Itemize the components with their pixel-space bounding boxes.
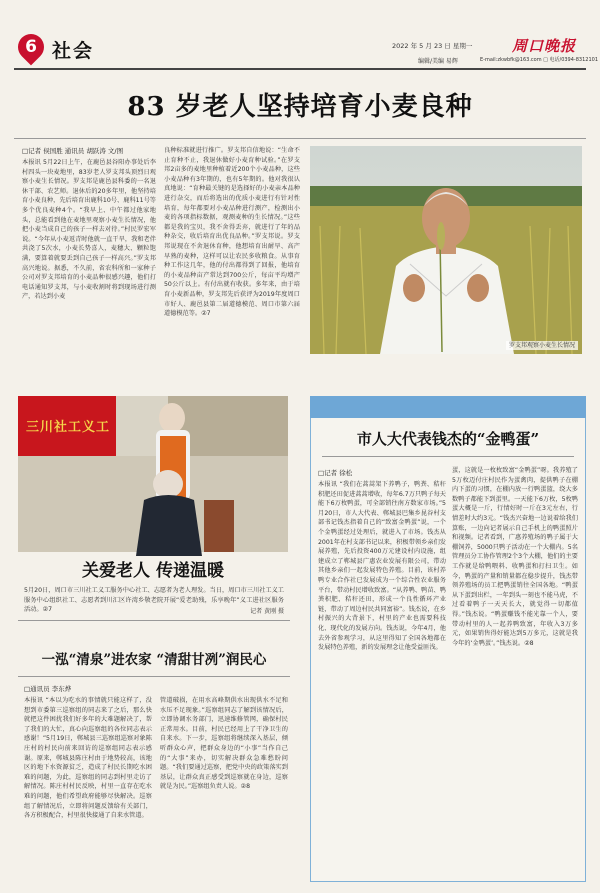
story1-byline: □记者 侯国胜 通讯员 胡跃涛 文/图	[22, 147, 124, 155]
page-number: 6	[25, 37, 37, 57]
story1-headline: 83 岁老人坚持培育小麦良种	[127, 92, 473, 122]
story4-column-2: 管道破损，在用水高峰期供水出现供水不足和水压不足现象。”巡察组同志了解到该情况后，立即协调水务部门，迅速维修管网，确保村民正常用水。目前，村民已经用上了干净卫生的自来水。下一步，巡察组将继续深入基层，倾听群众心声，把群众身边的“小事”当作自己的“大事”来办，切实解决群众急难愁盼问题。“我们要通过巡察，把党中央的政策落实到基层，让群众真正感受到巡察就在身边，巡察就是为民。”巡察组负责人说。②8	[160, 697, 288, 791]
farmer-in-wheat-illustration	[310, 146, 582, 354]
editor-line: 编辑/美编 易辉	[418, 58, 458, 65]
story3-box-top-band	[310, 396, 586, 418]
story1-column-2: 良种标准就进行推广。罗支邦自信地说：“生命不止育种不止，我退休做好小麦育种试验。”在罗支邦2亩多的麦地里种植着近200个小麦品种，这些小麦品种有3年期的，也有5年期的。他对我很认真地说：“育种最关键的是选择好的小麦亲本品种进行杂交，而后将选出的优质小麦进行有针对性培育，每年都要对小麦品种进行测产，检测出小麦的各项指标数据，观测麦种的生长情况。”这些都是我的宝贝，我不舍得丢弃，就进行了年的品种杂交，收后培育出优良品种。”罗支邦说。罗支邦说现在不舍退休育种，他想培育出耐旱、高产早熟的麦种，这样可以让农民多收粮食。从事育种工作这几年，他的付出都得到了回报，他培育的小麦品种亩产常达到700公斤，每亩平均增产50公斤以上。有付出就有收获。多年来，由于培育小麦新品种，罗支邦先后获评为2019年度周口市好人、鹿邑县第二届道德模范、周口市第六届道德模范等。②7	[164, 147, 300, 318]
wheat-photo-caption: 罗支邦观察小麦生长情况	[506, 341, 578, 350]
haircut-photo	[18, 396, 288, 552]
story3-headline-rule	[322, 456, 574, 457]
section-title: 社会	[52, 40, 95, 62]
story3-column-1: 本报讯 “我们在蒿蒿架下养鸭子，鸭粪、秸秆积肥还田促进蒿蒿增收，每年6.7万只鸭子每天能下6万枚鸭蛋，可全部销往南方数家市场。”5月20日，市人大代表、郸城县巴集乡昆谷村支部书记钱杰指着自己的“致富金鸭蛋”说，一个个金鸭蛋经过处理后，就进入了市场。钱杰从2001年在村支部书记以来，积极带领乡亲们发展养殖，先后投资400万元建设村内设施，组建成立了郸城县广惠农业发展有限公司，带动其他乡亲们一起发展特色养殖。目前，该村养鸭专业合作社已发展成为一个综合性农业服务平台，带动村民增收致富。“从养鸭、鸭苗、鸭粪积肥、秸秆还田，形成一个良性循环产业链，带动了周边村民共同富裕”。钱杰说，在乡村振兴的大背景下，村里的产业也需要科技化、现代化的发展方向。钱杰说，今年4月，他去外省参观学习，从这里得知了全国各地都在发展特色养殖，新的发展理念让他受益匪浅。	[318, 481, 446, 652]
banner-text: 三川社工义工	[25, 420, 110, 435]
wheat-field-photo	[310, 146, 582, 354]
story1-headline-rule	[14, 138, 586, 139]
story4-headline: 一泓“清泉”进农家 “清甜甘冽”润民心	[41, 652, 267, 668]
story2-photo-credit: 记者 黄刚 摄	[250, 608, 284, 615]
story2-bottom-rule	[18, 620, 290, 621]
contact-line: E-mail:zkwbfk@163.com □ 电话/0394-8312101	[480, 57, 598, 63]
story2-caption: 5月20日，周口市三川社工义工服务中心社工、志愿者为老人理发。当日，周口市三川社工义工服务中心组织社工、志愿者到川汇区许湾乡敬老院开展“爱老助残，乐享晚年”义工进社区服务活动。②7	[24, 587, 284, 614]
story4-column-1: 本报讯 “本以为吃水的事情就只能这样了，没想到市委第三巡察组的同志来了之后，那么快就把这件困扰我们好多年的大难题解决了，帮了我们的大忙，真心向巡察组的各位同志表示感谢！”5月19日，郸城县三巡察组巡察对象陈庄村的村民向前来回访的巡察组同志表示感谢。原来，郸城县陈庄村由于地势较高，该地区的地下水资源贫乏，造成了村民长期吃水困难的问题，为此，巡察组的同志到村里走访了解情况。陈庄村村民反映，村里一直存在吃水难的问题，他们希望政府能够尽快解决。巡察组了解情况后，立即将问题反馈给有关部门，各方积极配合，村里很快接通了自来水管道。	[24, 697, 152, 820]
story1-column-1: 本报讯 5月22日上午，在鹿邑县谷阳办事处后李村四头一块麦地里，83岁老人罗支邦头顶烈日观察小麦生长情况。罗支邦是鹿邑县科委的一名退休干部、农艺师。退休后的20多年里，他坚持培育小麦良种，先后培育出鹿科10号、鹿科11号等多个优良麦种4个。“我早上、中午都过他家地头，总能看到他在麦地里观察小麦生长情况，他把小麦当成自己的孩子一样去对待。”村民罗宏军说。“今年从小麦返青时他就一直干旱，我和老伴共浇了5次水，小麦长势喜人，麦穗大、颗粒饱满，要算着就要丢到自己孩子一样高兴。”罗支邦高兴地说。据悉，不久前，省农科所和一家种子公司对罗支邦培育的小麦品种很感兴趣，他们打电话通知罗支邦，与小麦收割时将到现场进行测产，若达到小麦	[22, 159, 156, 301]
story2-headline: 关爱老人 传递温暖	[82, 561, 224, 581]
story3-headline: 市人大代表钱杰的“金鸭蛋”	[356, 430, 540, 448]
date-line: 2022 年 5 月 23 日 星期一	[392, 42, 473, 50]
story3-column-2: 蛋，这就是一枚枚致富“金鸭蛋”呀。我养殖了5万枚迈付庄村民作为蛋禽肉，提供鸭子在棚内下蛋的习惯，在棚内放一行鸭蛋篮，绕大多数鸭子都能下到蛋里。一天能下6万枚，5枚鸭蛋大概是一斤，行情好时一斤在3元左右，行情差时大约3元。“钱杰兴奋地一边说着给我们算账，一边向记者展示自己手机上的鸭蛋照片和视频。记者看到，广惠养殖场的鸭子属于大棚饲养，5000只鸭子活动在一个大棚内。5名管理员分工协作管理2个3个大棚，他们的主要工作就是给鸭喂料、收鸭蛋和打扫卫生。如今，鸭蛋的产量和销量都在稳步提升，钱杰带领养殖场的员工把鸭蛋销往全国各地。“鸭蛋从下蛋到出栏，一年到头一刻也不能马虎，不过看着鸭子一天天长大，就觉得一切都值得。”钱杰说。“鸭蛋赚钱不能光靠一个人，要带动村里的人一起养鸭致富，年收入3万多元，如果销售得好能达到5万多元，这就是我今年的‘金鸭蛋’。”钱杰说。②8	[452, 467, 578, 647]
masthead-rule	[14, 68, 586, 70]
story4-headline-rule	[18, 676, 290, 677]
story4-byline: □通讯员 李东烨	[24, 685, 72, 693]
story3-byline: □记者 徐松	[318, 469, 353, 477]
newspaper-brand: 周口晚报	[512, 37, 577, 55]
